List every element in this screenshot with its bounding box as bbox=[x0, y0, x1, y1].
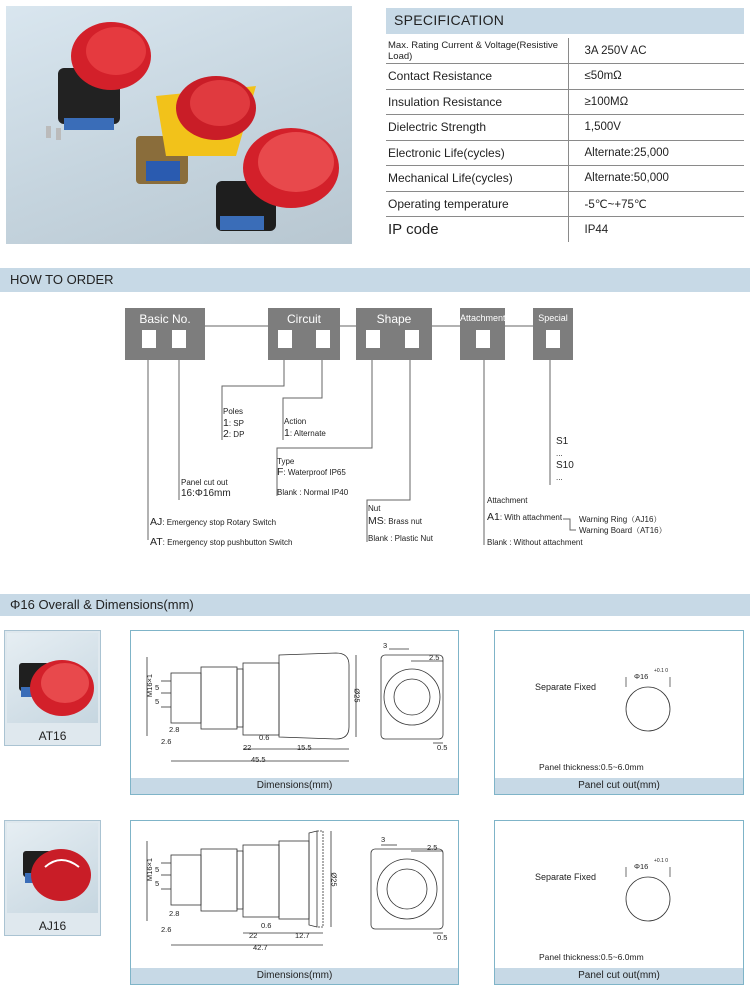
poles-sp: 1: SP bbox=[223, 417, 244, 429]
cutout-caption: Panel cut out(mm) bbox=[495, 778, 743, 794]
special-dots: ... bbox=[556, 473, 563, 482]
dims-title: Φ16 Overall & Dimensions(mm) bbox=[10, 597, 194, 612]
dim-0-6: 0.6 bbox=[261, 921, 272, 930]
spec-key: Electronic Life(cycles) bbox=[386, 140, 568, 166]
dim-25: Ø25 bbox=[352, 688, 362, 703]
order-box-basic bbox=[125, 308, 205, 360]
dim-2-5: 2.5 bbox=[427, 843, 438, 852]
type-title: Type bbox=[277, 457, 295, 466]
dim-0-5: 0.5 bbox=[437, 933, 448, 942]
dims-section-header bbox=[0, 594, 750, 616]
at16-dimensions-panel bbox=[130, 630, 459, 795]
order-box-shape bbox=[356, 308, 432, 360]
cutout-diameter: Φ16 bbox=[634, 862, 649, 871]
spec-key: Contact Resistance bbox=[386, 64, 568, 90]
attachment-with: A1: With attachment bbox=[487, 511, 563, 523]
panel-cutout-value: 16:Φ16mm bbox=[181, 488, 231, 499]
type-waterproof: F: Waterproof IP65 bbox=[277, 466, 346, 478]
order-title: HOW TO ORDER bbox=[10, 272, 114, 287]
order-box-label: Shape bbox=[376, 312, 412, 326]
dim-5b: 5 bbox=[155, 879, 160, 888]
dim-45-5: 45.5 bbox=[251, 755, 266, 764]
order-slot bbox=[366, 330, 380, 348]
dim-5a: 5 bbox=[155, 865, 160, 874]
spec-value: 3A 250V AC bbox=[568, 38, 744, 64]
cutout-drawing bbox=[495, 821, 745, 971]
dim-0-6: 0.6 bbox=[259, 733, 270, 742]
at-pushbutton: AT: Emergency stop pushbutton Switch bbox=[150, 536, 293, 548]
dim-2-6: 2.6 bbox=[161, 737, 172, 746]
nut-plastic: Blank : Plastic Nut bbox=[368, 534, 433, 543]
separate-fixed: Separate Fixed bbox=[535, 872, 597, 882]
attachment-title: Attachment bbox=[487, 496, 528, 505]
at16-thumbnail bbox=[4, 630, 101, 746]
special-s1: S1 bbox=[556, 436, 569, 447]
attachment-ring: Warning Ring（AJ16） bbox=[579, 515, 662, 524]
cutout-tolerance: +0.1 0 bbox=[654, 668, 669, 674]
aj16-photo bbox=[7, 823, 98, 913]
dim-42-7: 42.7 bbox=[253, 943, 268, 952]
spec-key: Operating temperature bbox=[386, 191, 568, 217]
spec-value: ≥100MΩ bbox=[568, 89, 744, 115]
order-slot bbox=[476, 330, 490, 348]
order-slot bbox=[172, 330, 186, 348]
aj-rotary: AJ: Emergency stop Rotary Switch bbox=[150, 516, 277, 528]
dim-3: 3 bbox=[383, 641, 388, 650]
aj16-dimensions-panel bbox=[130, 820, 459, 985]
aj16-thumbnail bbox=[4, 820, 101, 936]
order-box-label: Attachment bbox=[460, 313, 506, 323]
spec-title: SPECIFICATION bbox=[394, 12, 505, 28]
special-dots: ... bbox=[556, 449, 563, 458]
aj16-cutout-panel bbox=[494, 820, 744, 985]
spec-value: -5℃~+75℃ bbox=[568, 191, 744, 217]
action-title: Action bbox=[284, 417, 307, 426]
order-slot bbox=[316, 330, 330, 348]
attachment-without: Blank : Without attachment bbox=[487, 538, 583, 547]
order-slot bbox=[546, 330, 560, 348]
at16-cutout-panel bbox=[494, 630, 744, 795]
spec-value: 1,500V bbox=[568, 115, 744, 141]
spec-key: IP code bbox=[386, 217, 568, 243]
dim-22: 22 bbox=[243, 743, 252, 752]
dim-5b: 5 bbox=[155, 697, 160, 706]
attachment-board: Warning Board（AT16） bbox=[579, 526, 667, 535]
spec-value: Alternate:50,000 bbox=[568, 166, 744, 192]
dim-12-7: 12.7 bbox=[295, 931, 310, 940]
spec-value: ≤50mΩ bbox=[568, 64, 744, 90]
spec-key: Insulation Resistance bbox=[386, 89, 568, 115]
poles-dp: 2: DP bbox=[223, 428, 245, 440]
panel-thickness: Panel thickness:0.5~6.0mm bbox=[539, 762, 644, 772]
dim-25: Ø25 bbox=[329, 872, 339, 887]
dim-2-8: 2.8 bbox=[169, 909, 180, 918]
order-box-label: Circuit bbox=[286, 312, 321, 326]
spec-key: Dielectric Strength bbox=[386, 115, 568, 141]
cutout-diameter: Φ16 bbox=[634, 672, 649, 681]
at16-label: AT16 bbox=[38, 729, 67, 743]
separate-fixed: Separate Fixed bbox=[535, 682, 597, 692]
dim-3: 3 bbox=[381, 835, 386, 844]
dimensions-caption: Dimensions(mm) bbox=[131, 968, 458, 984]
dim-2-6: 2.6 bbox=[161, 925, 172, 934]
order-box-special bbox=[533, 308, 573, 360]
spec-value: IP44 bbox=[584, 223, 609, 236]
panel-cutout-title: Panel cut out bbox=[181, 478, 228, 487]
at16-dimension-drawing bbox=[131, 631, 460, 781]
dim-15-5: 15.5 bbox=[297, 743, 312, 752]
dim-5a: 5 bbox=[155, 683, 160, 692]
order-slot bbox=[278, 330, 292, 348]
order-box-attachment bbox=[460, 308, 505, 360]
nut-brass: MS: Brass nut bbox=[368, 515, 422, 527]
poles-title: Poles bbox=[223, 407, 244, 416]
aj16-dimension-drawing bbox=[131, 821, 460, 971]
dim-22: 22 bbox=[249, 931, 258, 940]
dim-2-5: 2.5 bbox=[429, 653, 440, 662]
at16-photo bbox=[7, 633, 98, 723]
spec-key: Mechanical Life(cycles) bbox=[386, 166, 568, 192]
order-slot bbox=[405, 330, 419, 348]
action-alternate: 1: Alternate bbox=[284, 427, 326, 439]
dim-thread: M16×1 bbox=[145, 673, 155, 698]
dimensions-caption: Dimensions(mm) bbox=[131, 778, 458, 794]
dim-0-5: 0.5 bbox=[437, 743, 448, 752]
special-s10: S10 bbox=[556, 460, 574, 471]
dim-thread: M16×1 bbox=[145, 857, 155, 882]
type-normal: Blank : Normal IP40 bbox=[277, 488, 349, 497]
dim-2-8: 2.8 bbox=[169, 725, 180, 734]
order-slot bbox=[142, 330, 156, 348]
cutout-tolerance: +0.1 0 bbox=[654, 858, 669, 864]
aj16-label: AJ16 bbox=[38, 919, 67, 933]
panel-thickness: Panel thickness:0.5~6.0mm bbox=[539, 952, 644, 962]
cutout-caption: Panel cut out(mm) bbox=[495, 968, 743, 984]
order-box-label: Basic No. bbox=[139, 312, 191, 326]
order-box-label: Special bbox=[538, 313, 568, 323]
spec-key: Max. Rating Current & Voltage(Resistive Load) bbox=[386, 38, 568, 64]
spec-value: Alternate:25,000 bbox=[568, 140, 744, 166]
cutout-drawing bbox=[495, 631, 745, 781]
nut-title: Nut bbox=[368, 504, 381, 513]
order-box-circuit bbox=[268, 308, 340, 360]
